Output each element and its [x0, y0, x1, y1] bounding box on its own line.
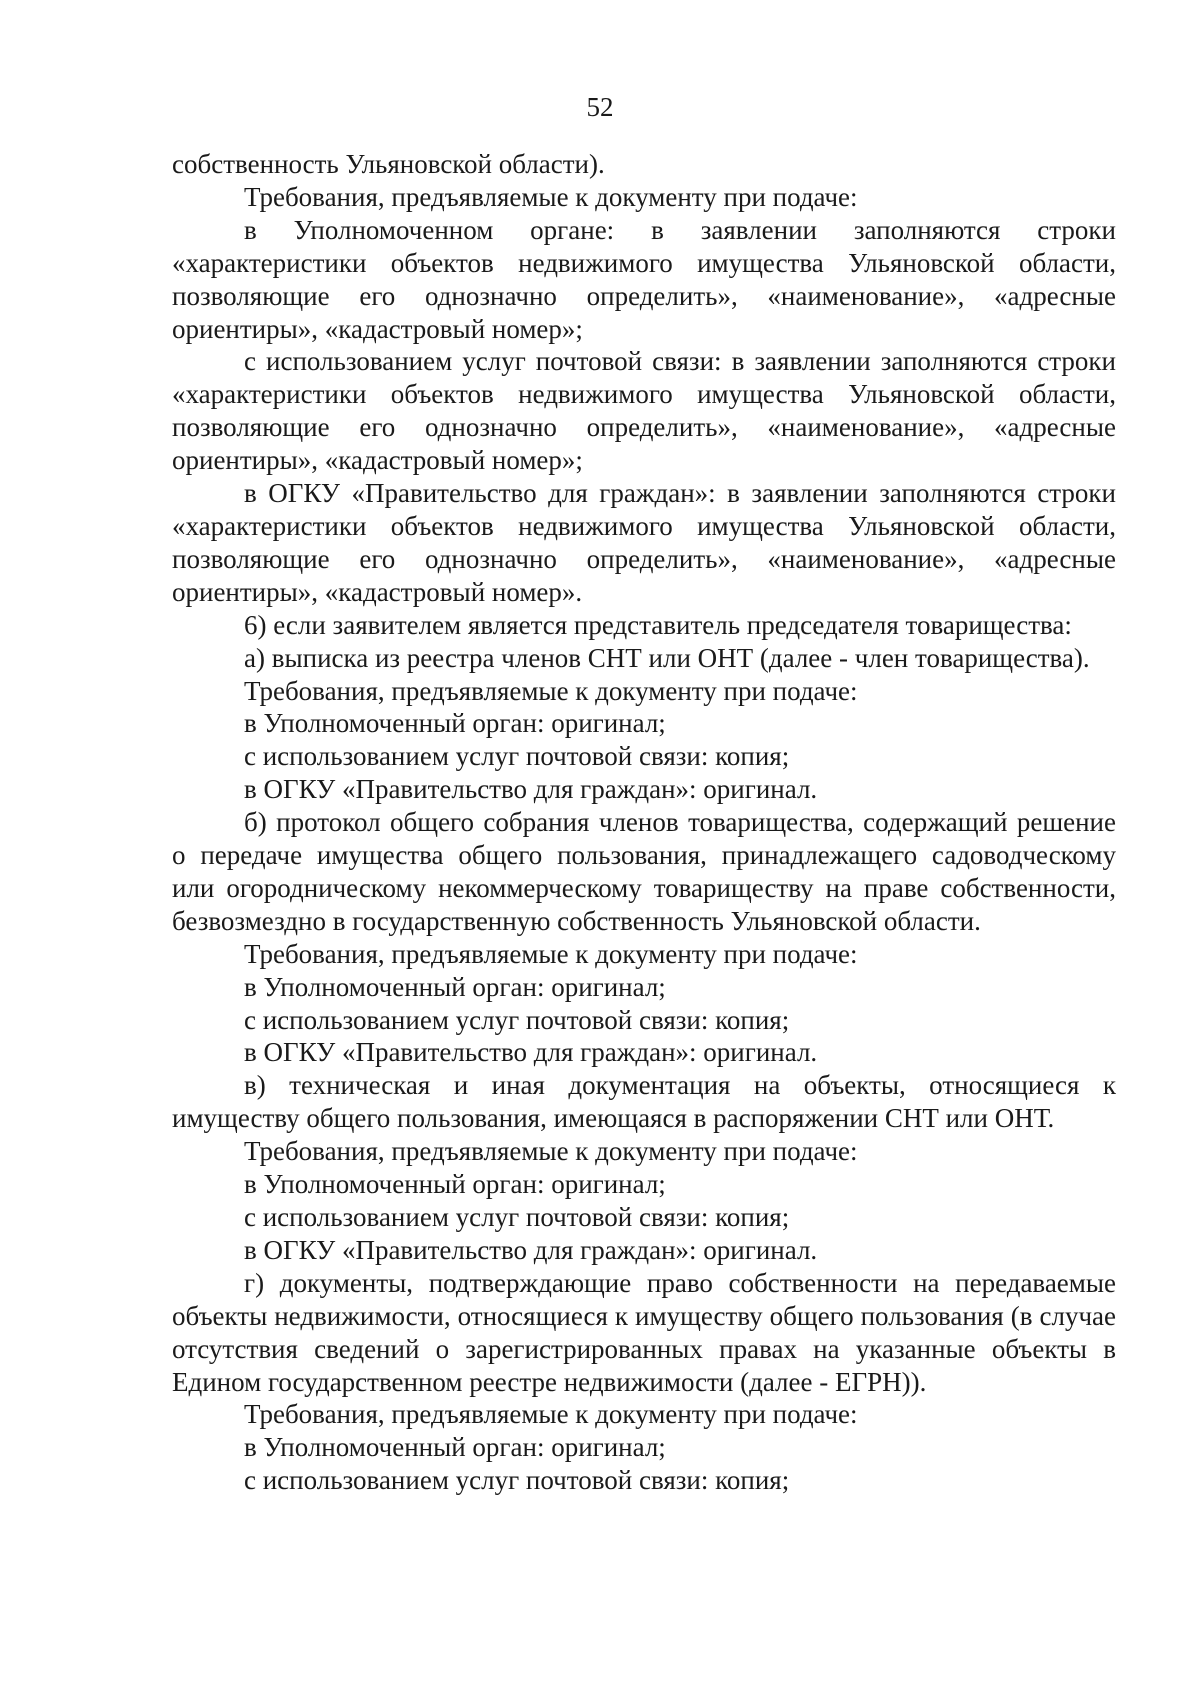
paragraph: с использованием услуг почтовой связи: копия;	[244, 1465, 790, 1496]
document-body	[172, 148, 1116, 1497]
paragraph: в ОГКУ «Правительство для граждан»: оригинал.	[244, 1234, 818, 1265]
paragraph: с использованием услуг почтовой связи: копия;	[244, 741, 790, 772]
paragraph: в ОГКУ «Правительство для граждан»: оригинал.	[244, 774, 818, 805]
paragraph: с использованием услуг почтовой связи: копия;	[244, 1004, 790, 1035]
paragraph: Требования, предъявляемые к документу при подаче:	[244, 1136, 858, 1167]
paragraph: г) документы, подтверждающие право собственности на передаваемые объекты недвижимости, относящиеся к имуществу общего пользования (в случае отсутствия сведений о зарегистрированных правах на указанные объекты в Едином государственном реестре недвижимости (далее - ЕГРН)).	[172, 1267, 1116, 1397]
paragraph: в Уполномоченный орган: оригинал;	[244, 1432, 666, 1463]
paragraph: собственность Ульяновской области).	[172, 149, 605, 179]
paragraph: Требования, предъявляемые к документу при подаче:	[244, 1399, 858, 1430]
paragraph: с использованием услуг почтовой связи: копия;	[244, 1202, 790, 1232]
paragraph: с использованием услуг почтовой связи: в заявлении заполняются строки «характеристики объектов недвижимого имущества Ульяновской области, позволяющие его однозначно определить», «наименование», «адресные ориентиры», «кадастровый номер»;	[172, 346, 1116, 476]
paragraph: в Уполномоченный орган: оригинал;	[244, 708, 666, 739]
paragraph: Требования, предъявляемые к документу при подаче:	[244, 938, 858, 969]
paragraph: а) выписка из реестра членов СНТ или ОНТ (далее - член товарищества).	[244, 642, 1090, 673]
paragraph: в Уполномоченном органе: в заявлении заполняются строки «характеристики объектов недвижимого имущества Ульяновской области, позволяющие его однозначно определить», «наименование», «адресные ориентиры», «кадастровый номер»;	[172, 214, 1116, 344]
paragraph: в) техническая и иная документация на объекты, относящиеся к имуществу общего пользования, имеющаяся в распоряжении СНТ или ОНТ.	[172, 1070, 1116, 1134]
page-number: 52	[586, 92, 614, 122]
paragraph: б) протокол общего собрания членов товарищества, содержащий решение о передаче имущества общего пользования, принадлежащего садоводческому или огородническому некоммерческому товариществу на праве собственности, безвозмездно в государственную собственность Ульяновской области.	[172, 807, 1116, 936]
paragraph: в ОГКУ «Правительство для граждан»: в заявлении заполняются строки «характеристики объектов недвижимого имущества Ульяновской области, позволяющие его однозначно определить», «наименование», «адресные ориентиры», «кадастровый номер».	[172, 478, 1116, 607]
paragraph: Требования, предъявляемые к документу при подаче:	[244, 181, 858, 212]
paragraph: в ОГКУ «Правительство для граждан»: оригинал.	[244, 1037, 818, 1068]
paragraph: в Уполномоченный орган: оригинал;	[244, 1169, 666, 1200]
paragraph: 6) если заявителем является представитель председателя товарищества:	[244, 609, 1072, 640]
paragraph: Требования, предъявляемые к документу при подаче:	[244, 675, 858, 706]
paragraph: в Уполномоченный орган: оригинал;	[244, 971, 666, 1002]
